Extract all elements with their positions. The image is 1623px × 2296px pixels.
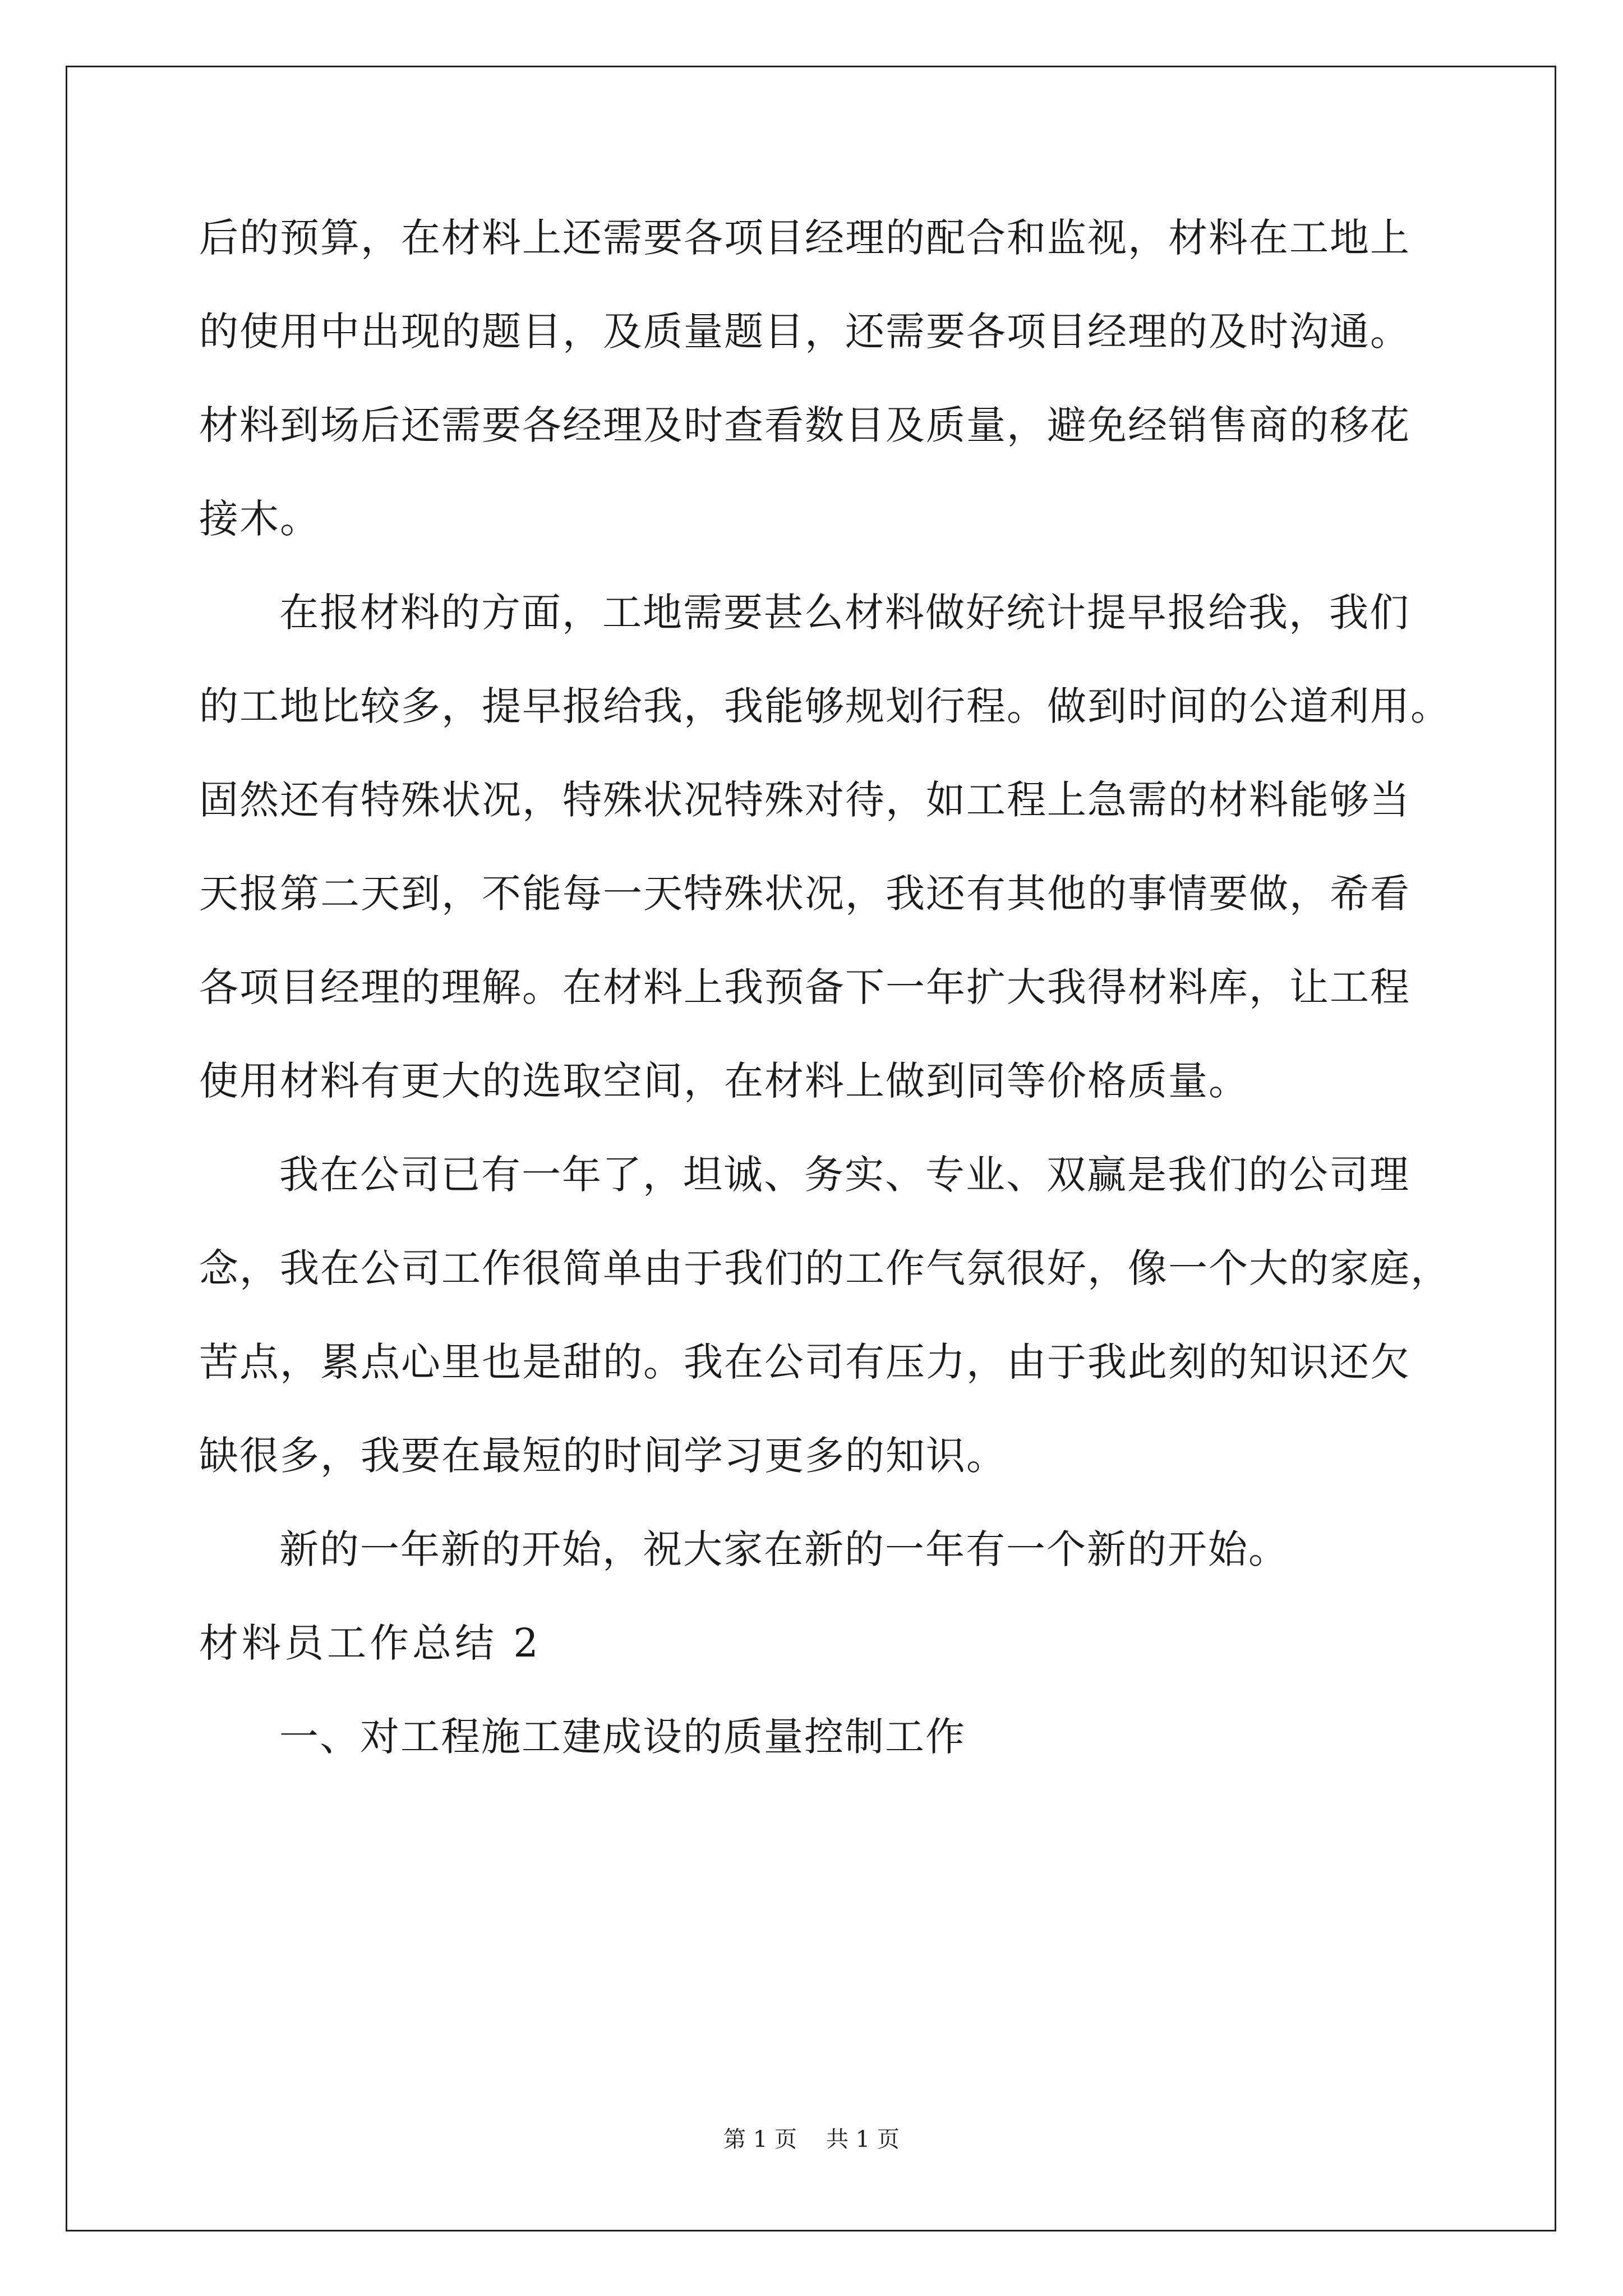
text-line: 后的预算，在材料上还需要各项目经理的配合和监视，材料在工地上	[199, 215, 1410, 261]
page-number: 第 1 页	[723, 2127, 797, 2152]
text-line: 使用材料有更大的选取空间，在材料上做到同等价格质量。	[199, 1058, 1249, 1104]
text-line: 接木。	[199, 496, 320, 542]
text-line: 苦点，累点心里也是甜的。我在公司有压力，由于我此刻的知识还欠	[199, 1339, 1410, 1385]
text-line: 的工地比较多，提早报给我，我能够规划行程。做到时间的公道利用。	[199, 683, 1451, 729]
text-line: 的使用中出现的题目，及质量题目，还需要各项目经理的及时沟通。	[199, 309, 1410, 355]
text-line: 缺很多，我要在最短的时间学习更多的知识。	[199, 1433, 1007, 1479]
subsection-heading: 一、对工程施工建成设的质量控制工作	[279, 1714, 966, 1760]
text-line: 念，我在公司工作很简单由于我们的工作气氛很好，像一个大的家庭，	[199, 1245, 1451, 1291]
paragraph-start-line: 在报材料的方面，工地需要甚么材料做好统计提早报给我，我们	[279, 590, 1410, 636]
paragraph-start-line: 我在公司已有一年了，坦诚、务实、专业、双赢是我们的公司理	[279, 1152, 1410, 1198]
text-line: 材料到场后还需要各经理及时查看数目及质量，避免经销售商的移花	[199, 402, 1410, 448]
paragraph-start-line: 新的一年新的开始，祝大家在新的一年有一个新的开始。	[279, 1526, 1289, 1572]
text-line: 天报第二天到，不能每一天特殊状况，我还有其他的事情要做，希看	[199, 871, 1410, 917]
page-border	[66, 66, 1556, 2231]
section-heading: 材料员工作总结 2	[199, 1620, 542, 1666]
text-line: 各项目经理的理解。在材料上我预备下一年扩大我得材料库，让工程	[199, 964, 1410, 1010]
text-line: 固然还有特殊状况，特殊状况特殊对待，如工程上急需的材料能够当	[199, 777, 1410, 823]
page-footer	[0, 2126, 1623, 2153]
page-total: 共 1 页	[826, 2127, 900, 2152]
